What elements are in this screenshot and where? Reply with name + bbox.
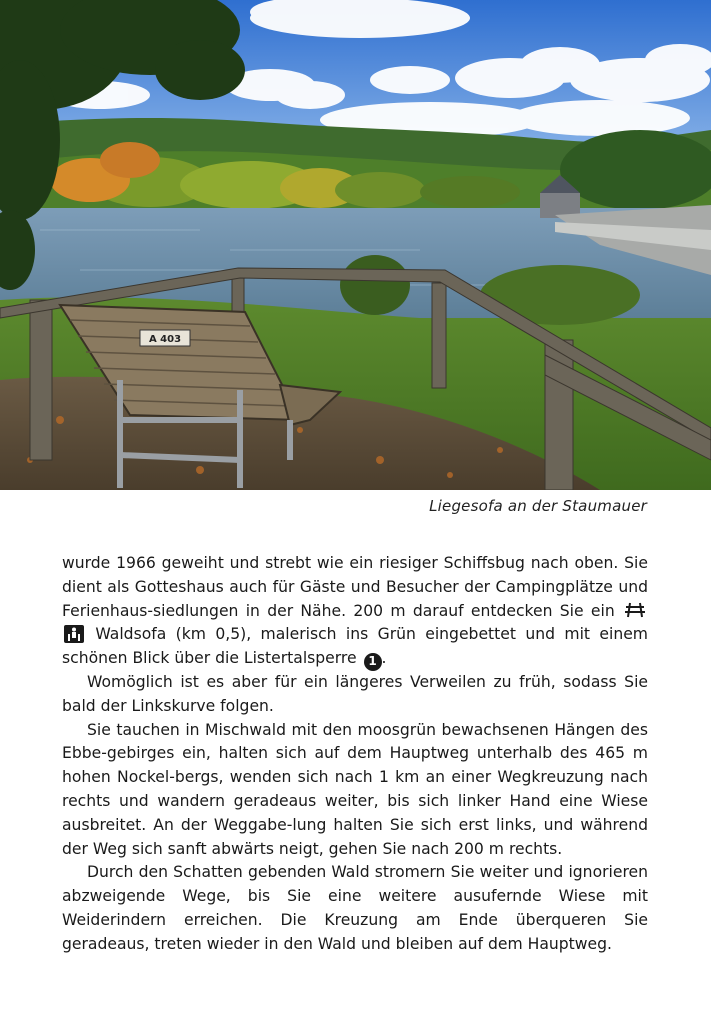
paragraph-2: Womöglich ist es aber für ein längeres Verweilen zu früh, sodass Sie bald der Linkskurve folgen. — [62, 673, 648, 715]
body-text — [62, 552, 648, 957]
photo-caption: Liegesofa an der Staumauer — [429, 497, 647, 515]
paragraph-1-pre: wurde 1966 geweiht und strebt wie ein riesiger Schiffsbug nach oben. Sie dient als Gotteshaus auch für Gäste und Besucher der Campingplätze und Ferienhaus-siedlungen in der Nähe. 200 m darauf entdecken Sie ein — [62, 554, 648, 620]
paragraph-1-post: . — [381, 649, 387, 668]
bench-plate-text: A 403 — [148, 334, 182, 345]
picnic-bench-icon — [624, 602, 646, 618]
waldsofa-icon — [64, 625, 84, 643]
paragraph-3: Sie tauchen in Mischwald mit den moosgrün bewachsenen Hängen des Ebbe-gebirges ein, halten sich auf dem Hauptweg unterhalb des 465 m hohen Nockel-bergs, wenden sich nach 1 km an einer Wegkreuzung nach rechts und wandern geradeaus weiter, bis sich linker Hand eine Wiese ausbreitet. An der Weggabe-lung halten Sie sich erst links, und während der Weg sich sanft abwärts neigt, gehen Sie nach 200 m rechts. — [62, 720, 648, 858]
paragraph-4: Durch den Schatten gebenden Wald stromern Sie weiter und ignorieren abzweigende Wege, bis Sie eine weitere ausufernde Wiese mit Weiderindern erreichen. Die Kreuzung am Ende überqueren Sie geradeaus, treten wieder in den Wald und bleiben auf dem Hauptweg. — [62, 863, 648, 953]
lake-photo — [0, 0, 711, 490]
paragraph-1-mid: Waldsofa (km 0,5), malerisch ins Grün eingebettet und mit einem schönen Blick über die Listertalsperre — [62, 625, 648, 668]
paragraph-1 — [62, 552, 648, 671]
waypoint-marker: 1 — [364, 653, 382, 671]
